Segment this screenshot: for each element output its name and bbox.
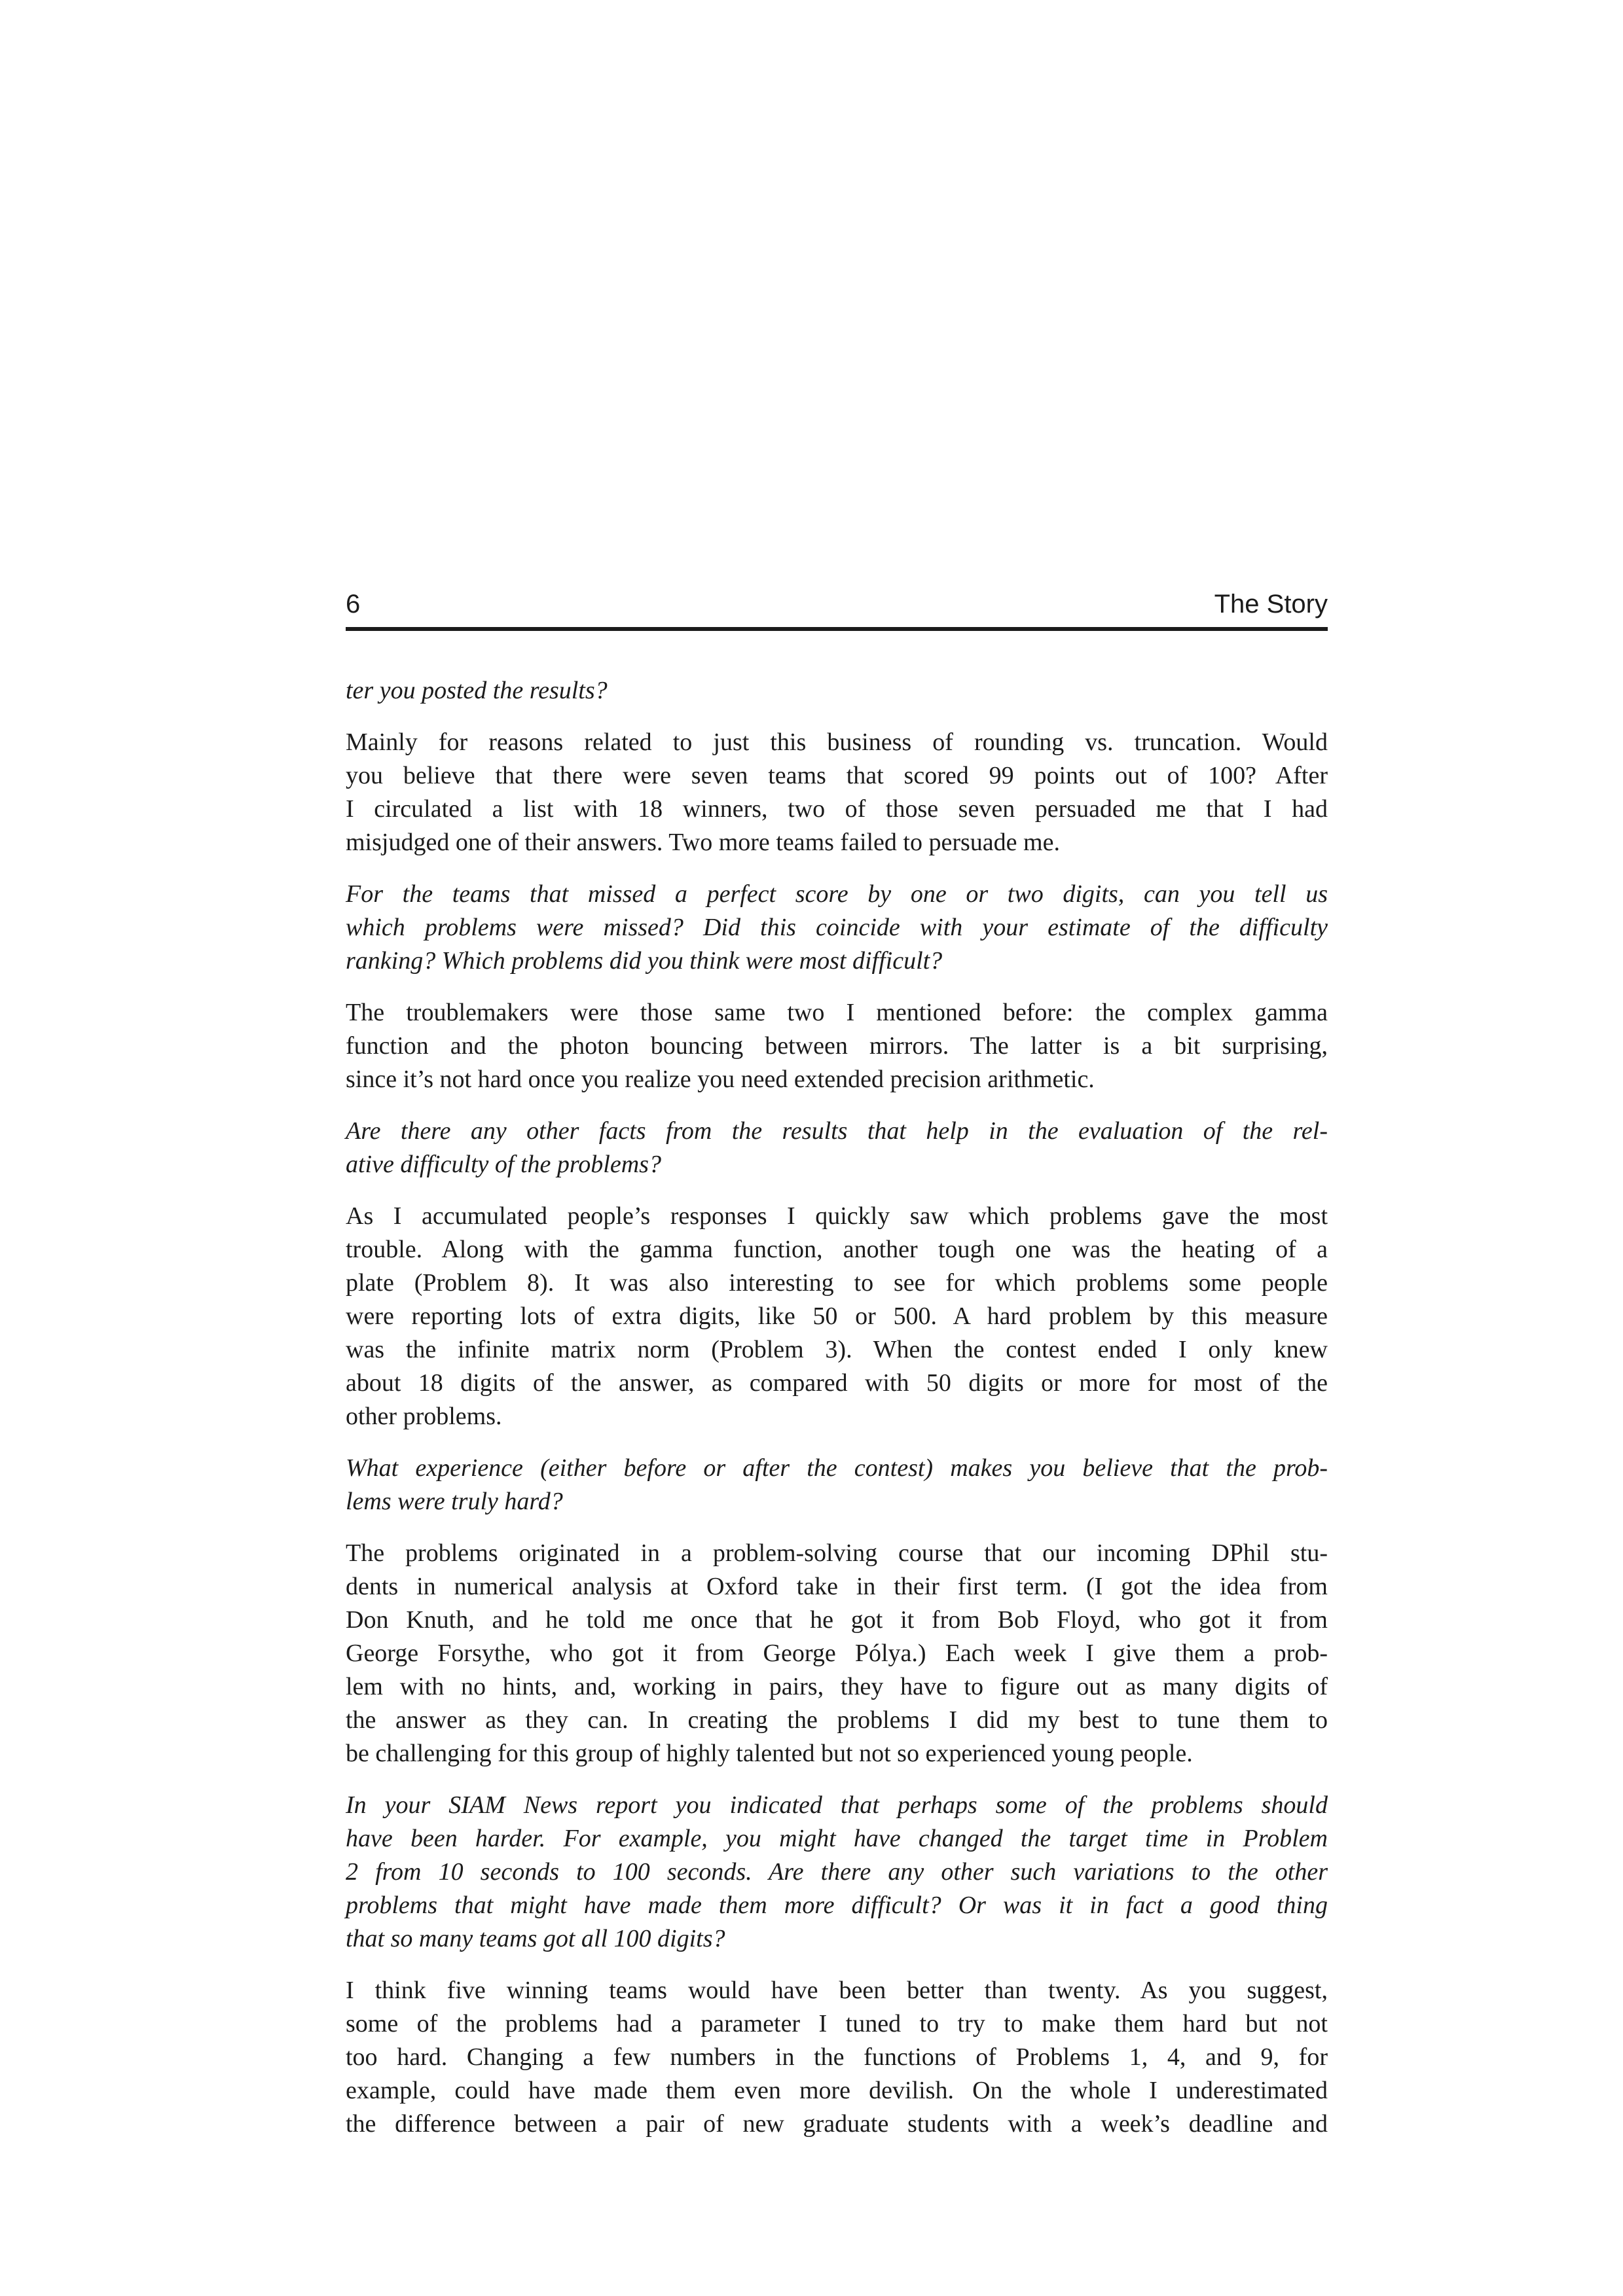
text-line: example, could have made them even more devilish. On the whole I underestimated	[346, 2077, 1328, 2104]
content-column	[346, 591, 1328, 2141]
text-line: lem with no hints, and, working in pairs, they have to figure out as many digits of	[346, 1673, 1328, 1700]
text-line: ranking? Which problems did you think were most difficult?	[346, 947, 943, 975]
text-line: plate (Problem 8). It was also interesting to see for which problems some people	[346, 1269, 1328, 1297]
text-line: the difference between a pair of new graduate students with a week’s deadline and	[346, 2110, 1328, 2138]
text-line: which problems were missed? Did this coincide with your estimate of the difficulty	[346, 914, 1328, 941]
question-block	[346, 1452, 1328, 1518]
text-line: dents in numerical analysis at Oxford take in their first term. (I got the idea from	[346, 1573, 1328, 1600]
text-line: the answer as they can. In creating the problems I did my best to tune them to	[346, 1706, 1328, 1734]
question-block	[346, 674, 1328, 708]
text-line: problems that might have made them more difficult? Or was it in fact a good thing	[346, 1892, 1328, 1919]
answer-block	[346, 726, 1328, 859]
page-header	[346, 591, 1328, 617]
text-line: George Forsythe, who got it from George Pólya.) Each week I give them a prob-	[346, 1640, 1328, 1667]
question-block	[346, 878, 1328, 978]
text-line: were reporting lots of extra digits, like 50 or 500. A hard problem by this measure	[346, 1302, 1328, 1330]
question-block	[346, 1789, 1328, 1956]
question-block	[346, 1115, 1328, 1181]
interview-text	[346, 674, 1328, 2141]
text-line: was the infinite matrix norm (Problem 3). When the contest ended I only knew	[346, 1336, 1328, 1363]
text-line: that so many teams got all 100 digits?	[346, 1925, 725, 1952]
page-number: 6	[346, 590, 361, 619]
text-line: be challenging for this group of highly talented but not so experienced young people.	[346, 1740, 1193, 1767]
text-line: too hard. Changing a few numbers in the functions of Problems 1, 4, and 9, for	[346, 2043, 1328, 2071]
text-line: about 18 digits of the answer, as compared with 50 digits or more for most of the	[346, 1369, 1328, 1397]
text-line: you believe that there were seven teams that scored 99 points out of 100? After	[346, 762, 1328, 789]
header-rule	[346, 627, 1328, 631]
answer-block	[346, 1537, 1328, 1770]
text-line: What experience (either before or after the contest) makes you believe that the prob-	[346, 1454, 1328, 1482]
text-line: I think five winning teams would have been better than twenty. As you suggest,	[346, 1977, 1328, 2004]
text-line: since it’s not hard once you realize you need extended precision arithmetic.	[346, 1066, 1095, 1093]
text-line: misjudged one of their answers. Two more teams failed to persuade me.	[346, 829, 1060, 856]
running-title: The Story	[1214, 590, 1328, 619]
text-line: Don Knuth, and he told me once that he got it from Bob Floyd, who got it from	[346, 1606, 1328, 1634]
text-line: trouble. Along with the gamma function, another tough one was the heating of a	[346, 1236, 1328, 1263]
text-line: For the teams that missed a perfect score by one or two digits, can you tell us	[346, 880, 1328, 908]
text-line: I circulated a list with 18 winners, two of those seven persuaded me that I had	[346, 795, 1328, 823]
text-line: other problems.	[346, 1403, 502, 1430]
text-line: lems were truly hard?	[346, 1488, 563, 1515]
text-line: ative difficulty of the problems?	[346, 1151, 661, 1178]
text-line: 2 from 10 seconds to 100 seconds. Are there any other such variations to the other	[346, 1858, 1328, 1886]
text-line: have been harder. For example, you might have changed the target time in Problem	[346, 1825, 1328, 1852]
answer-block	[346, 996, 1328, 1096]
text-line: some of the problems had a parameter I tuned to try to make them hard but not	[346, 2010, 1328, 2037]
text-line: Are there any other facts from the results that help in the evaluation of the rel-	[346, 1117, 1328, 1145]
text-line: In your SIAM News report you indicated that perhaps some of the problems should	[346, 1791, 1328, 1819]
text-line: As I accumulated people’s responses I quickly saw which problems gave the most	[346, 1202, 1328, 1230]
answer-block	[346, 1974, 1328, 2141]
answer-block	[346, 1200, 1328, 1433]
text-line: The problems originated in a problem-solving course that our incoming DPhil stu-	[346, 1539, 1328, 1567]
text-line: Mainly for reasons related to just this business of rounding vs. truncation. Would	[346, 728, 1328, 756]
text-line: ter you posted the results?	[346, 677, 608, 704]
text-line: function and the photon bouncing between mirrors. The latter is a bit surprising,	[346, 1032, 1328, 1060]
text-line: The troublemakers were those same two I mentioned before: the complex gamma	[346, 999, 1328, 1026]
